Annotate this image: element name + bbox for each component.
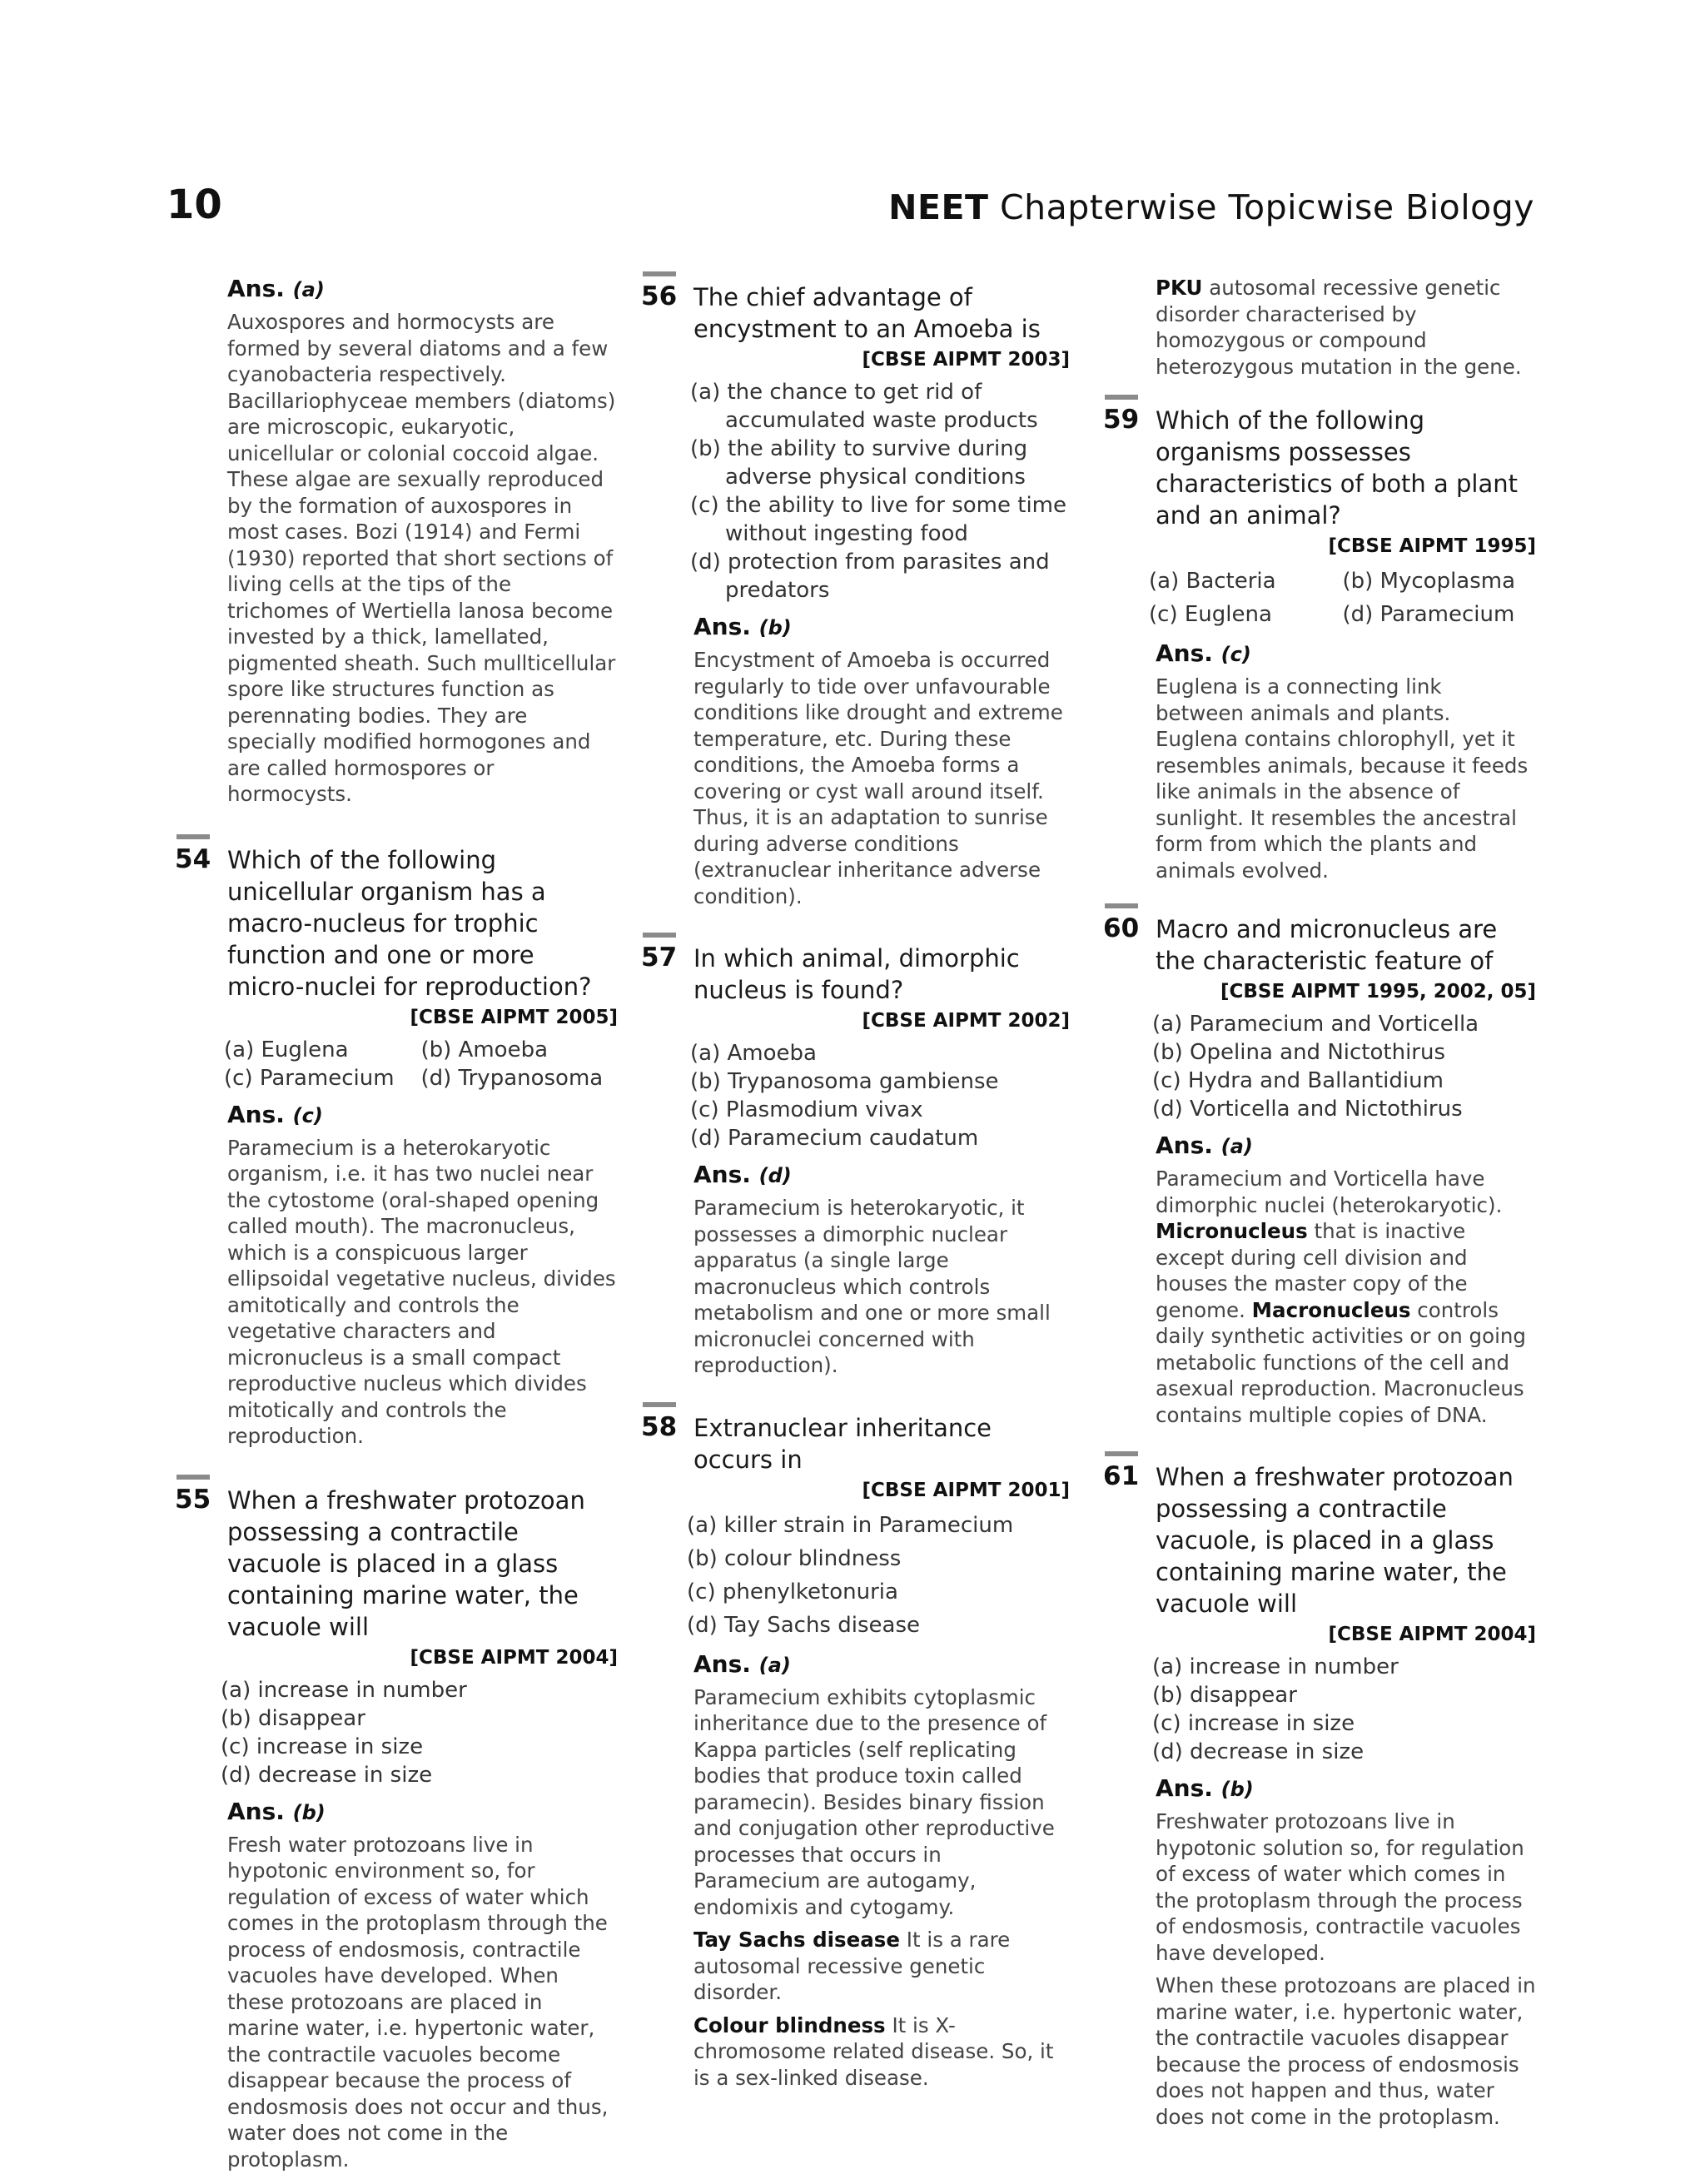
question-54: [175, 844, 618, 1450]
answer-label: Ans. (a): [227, 275, 325, 302]
question-marker: [643, 271, 676, 276]
question-marker: [176, 834, 210, 839]
options-list: [690, 378, 1070, 604]
option-d: (d) decrease in size: [1152, 1739, 1364, 1764]
explanation-text: Euglena is a connecting link between animals and plants. Euglena contains chlorophyll, yet it resembles animals, because it feeds like animals in the absence of sunlight. It resembles the ancestral form from which the plants and animals evolved.: [1156, 674, 1529, 883]
question-58: [641, 1412, 1070, 2092]
question-marker: [1105, 1451, 1138, 1456]
option-b: (b) Mycoplasma: [1342, 569, 1516, 594]
question-source: [CBSE AIPMT 2004]: [1328, 1624, 1536, 1645]
question-57: [641, 943, 1070, 1379]
options-list: [1152, 1010, 1536, 1123]
question-source: [CBSE AIPMT 2001]: [862, 1479, 1070, 1501]
option-b: (b) the ability to survive during adverse physical conditions: [690, 436, 1028, 490]
question-marker: [643, 1402, 676, 1407]
explanation-text: Paramecium and Vorticella have dimorphic nuclei (heterokaryotic). Micronucleus that is inactive except during cell division and houses the master copy of the genome. Macronucleus controls daily synthetic activities or on going metabolic functions of the cell and asexual reproduction. Macronucleus contains multiple copies of DNA.: [1156, 1167, 1526, 1427]
answer-label: Ans. (b): [1156, 1774, 1254, 1802]
explanation-paragraph: Paramecium exhibits cytoplasmic inheritance due to the presence of Kappa particles (self replicating bodies that produce toxin called paramecin). Besides binary fission and conjugation other reproductive processes that occurs in Paramecium are autogamy, endomixis and cytogamy.: [693, 1684, 1055, 1919]
option-a: (a) increase in number: [1152, 1654, 1399, 1679]
option-b: (b) Amoeba: [420, 1037, 549, 1062]
question-number: 56: [641, 281, 678, 311]
option-b: (b) disappear: [221, 1705, 365, 1731]
answer-continuation: [1103, 275, 1536, 380]
question-number: 54: [175, 843, 211, 874]
option-d: (d) Paramecium caudatum: [690, 1126, 979, 1151]
explanation-text: Encystment of Amoeba is occurred regularly to tide over unfavourable conditions like drought and extreme temperature, etc. During these conditions, the Amoeba forms a covering or cyst wall around itself. Thus, it is an adaptation to sunrise during adverse conditions (extranuclear inheritance adverse condition).: [693, 648, 1063, 908]
question-59: [1103, 405, 1536, 883]
question-55: [175, 1485, 618, 2173]
explanation-paragraph: When these protozoans are placed in marine water, i.e. hypertonic water, the contractile vacuoles disappear because the process of endosmosis does not happen and thus, water does not come in the protoplasm.: [1156, 1973, 1536, 2129]
explanation-text: PKU autosomal recessive genetic disorder characterised by homozygous or compound heterozygous mutation in the gene.: [1156, 276, 1522, 379]
option-a: (a) the chance to get rid of accumulated waste products: [690, 380, 1038, 433]
answer-label: Ans. (b): [693, 613, 792, 640]
question-source: [CBSE AIPMT 2004]: [410, 1646, 618, 1669]
question-text: Which of the following unicellular organism has a macro-nucleus for trophic function and one or more micro-nuclei for reproduction?: [227, 845, 592, 1001]
options-list: [1149, 565, 1536, 631]
answer-label: Ans. (b): [227, 1797, 326, 1825]
book-title: [888, 187, 1534, 227]
question-source: [CBSE AIPMT 2005]: [410, 1006, 618, 1028]
column-1: [175, 275, 618, 2184]
explanation-paragraph: Colour blindness It is X-chromosome related disease. So, it is a sex-linked disease.: [693, 2012, 1054, 2090]
question-marker: [176, 1475, 210, 1480]
option-c: (c) the ability to live for some time without ingesting food: [690, 493, 1066, 546]
answer-label: Ans. (a): [693, 1649, 791, 1678]
answer-label: Ans. (d): [693, 1161, 792, 1188]
question-text: In which animal, dimorphic nucleus is found?: [693, 944, 1020, 1004]
option-d: (d) protection from parasites and predators: [690, 550, 1050, 603]
book-title-rest: Chapterwise Topicwise Biology: [1000, 187, 1534, 227]
question-text: Which of the following organisms possesses characteristics of both a plant and an animal?: [1156, 406, 1518, 530]
question-number: 57: [641, 943, 678, 973]
options-list: [687, 1509, 1070, 1642]
option-b: (b) disappear: [1152, 1683, 1297, 1708]
explanation-text: Auxospores and hormocysts are formed by several diatoms and a few cyanobacteria respectively. Bacillariophyceae members (diatoms) are microscopic, eukaryotic, unicellular or colonial coccoid algae. These algae are sexually reproduced by the formation of auxospores in most cases. Bozi (1914) and Fermi (1930) reported that short sections of living cells at the tips of the trichomes of Wertiella lanosa become invested by a thick, lamellated, pigmented sheath. Such mullticellular spore like structures function as perennating bodies. They are specially modified hormogones and are called hormospores or hormocysts.: [227, 310, 616, 806]
option-c: (c) Plasmodium vivax: [690, 1097, 923, 1122]
option-a: (a) increase in number: [221, 1677, 467, 1703]
option-a: (a) Paramecium and Vorticella: [1152, 1012, 1479, 1037]
question-number: 60: [1103, 913, 1140, 943]
explanation-paragraph: Freshwater protozoans live in hypotonic solution so, for regulation of excess of water which comes in the protoplasm through the process of endosmosis, contractile vacuoles have developed.: [1156, 1809, 1524, 1965]
answer-label: Ans. (c): [1156, 639, 1251, 667]
question-source: [CBSE AIPMT 1995]: [1328, 535, 1536, 557]
question-number: 61: [1103, 1461, 1140, 1491]
options-list: [224, 1036, 618, 1092]
question-text: The chief advantage of encystment to an Amoeba is: [693, 283, 1041, 343]
option-a: (a) Bacteria: [1149, 569, 1276, 594]
options-list: [690, 1039, 1070, 1152]
book-title-bold: NEET: [888, 187, 989, 227]
options-list: [1152, 1653, 1536, 1766]
question-number: 55: [175, 1484, 211, 1515]
option-b: (b) Opelina and Nictothirus: [1152, 1040, 1446, 1065]
explanation-text: [693, 1684, 1070, 2092]
question-text: Macro and micronucleus are the characteristic feature of: [1156, 915, 1498, 975]
option-d: (d) Paramecium: [1342, 602, 1515, 627]
option-c: (c) increase in size: [221, 1734, 424, 1759]
question-marker: [1105, 903, 1138, 908]
option-b: (b) colour blindness: [687, 1545, 902, 1571]
option-c: (c) Paramecium: [224, 1065, 395, 1091]
options-list: [221, 1676, 618, 1789]
question-marker: [643, 933, 676, 938]
option-d: (d) Trypanosoma: [420, 1065, 604, 1091]
option-d: (d) Tay Sachs disease: [687, 1612, 920, 1638]
option-b: (b) Trypanosoma gambiense: [690, 1069, 999, 1094]
question-number: 59: [1103, 405, 1140, 435]
question-marker: [1105, 395, 1138, 400]
option-a: (a) Euglena: [224, 1037, 349, 1062]
page-number: 10: [167, 182, 222, 228]
column-2: [641, 275, 1070, 2102]
option-c: (c) phenylketonuria: [687, 1579, 898, 1604]
option-c: (c) Hydra and Ballantidium: [1152, 1068, 1444, 1093]
explanation-paragraph: Tay Sachs disease It is a rare autosomal recessive genetic disorder.: [693, 1928, 1011, 2004]
question-source: [CBSE AIPMT 1995, 2002, 05]: [1220, 981, 1536, 1002]
question-text: When a freshwater protozoan possessing a contractile vacuole is placed in a glass containing marine water, the vacuole will: [227, 1485, 585, 1641]
option-a: (a) killer strain in Paramecium: [687, 1512, 1014, 1538]
column-3: [1103, 275, 1536, 2142]
answer-label: Ans. (c): [227, 1100, 323, 1128]
question-source: [CBSE AIPMT 2002]: [862, 1010, 1070, 1032]
question-60: [1103, 913, 1536, 1428]
option-d: (d) decrease in size: [221, 1762, 433, 1788]
explanation-text: Paramecium is heterokaryotic, it possesses a dimorphic nuclear apparatus (a single large macronucleus which controls metabolism and one or more small micronuclei concerned with reproduction).: [693, 1196, 1051, 1377]
option-c: (c) Euglena: [1149, 602, 1272, 627]
question-source: [CBSE AIPMT 2003]: [862, 349, 1070, 371]
option-a: (a) Amoeba: [690, 1041, 817, 1066]
answer-label: Ans. (a): [1156, 1132, 1253, 1159]
question-text: Extranuclear inheritance occurs in: [693, 1413, 992, 1474]
question-61: [1103, 1461, 1536, 2130]
explanation-text: Fresh water protozoans live in hypotonic environment so, for regulation of excess of water which comes in the protoplasm through the process of endosmosis, contractile vacuoles have developed. When these protozoans are placed in marine water, i.e. hypertonic water, the contractile vacuoles become disappear because the process of endosmosis does not occur and thus, water does not come in the protoplasm.: [227, 1832, 609, 2172]
question-text: When a freshwater protozoan possessing a contractile vacuole, is placed in a glass containing marine water, the vacuole will: [1156, 1463, 1514, 1618]
option-c: (c) increase in size: [1152, 1711, 1355, 1736]
question-number: 58: [641, 1411, 678, 1442]
option-d: (d) Vorticella and Nictothirus: [1152, 1097, 1463, 1122]
explanation-text: [1156, 1808, 1536, 2130]
question-56: [641, 281, 1070, 909]
explanation-text: Paramecium is a heterokaryotic organism, i.e. it has two nuclei near the cytostome (oral-shaped opening called mouth). The macronucleus, which is a conspicuous larger ellipsoidal vegetative nucleus, divides amitotically and controls the vegetative characters and micronucleus is a small compact reproductive nucleus which divides mitotically and controls the reproduction.: [227, 1135, 616, 1448]
answer-block-53: [175, 275, 618, 808]
